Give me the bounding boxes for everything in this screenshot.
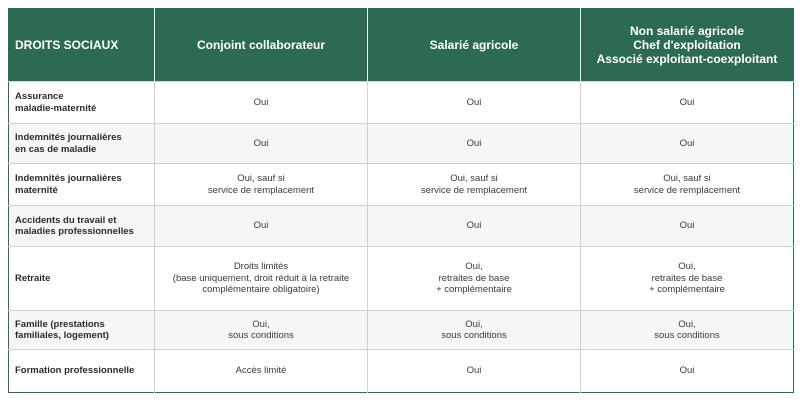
cell-line: Oui, <box>465 261 483 273</box>
header-row <box>9 9 794 82</box>
table-header <box>9 9 794 82</box>
cell-line: Oui, <box>678 261 696 273</box>
cell-line: + complémentaire <box>436 284 512 296</box>
row-label-line: Indemnités journalières <box>15 173 122 184</box>
cell-line: Oui <box>253 96 269 108</box>
cell-conjoint <box>155 350 368 393</box>
row-label <box>9 247 155 311</box>
cell-non-salarie <box>581 82 794 124</box>
cell-line: Oui <box>466 96 482 108</box>
row-label <box>9 124 155 164</box>
table-row <box>9 206 794 247</box>
cell-line: service de remplacement <box>420 184 528 196</box>
table-row <box>9 164 794 206</box>
cell-non-salarie <box>581 124 794 164</box>
table-body <box>9 82 794 393</box>
row-label <box>9 164 155 206</box>
cell-conjoint <box>155 82 368 124</box>
cell-line: Oui, sauf si <box>237 173 285 184</box>
social-rights-table <box>8 8 794 393</box>
table-row <box>9 82 794 124</box>
cell-line: Droits limités <box>233 261 289 273</box>
cell-line: sous conditions <box>228 330 294 341</box>
cell-salarie <box>368 82 581 124</box>
cell-line: Oui, sauf si <box>450 173 498 184</box>
table-row <box>9 247 794 311</box>
cell-line: Oui <box>679 365 695 377</box>
row-label-line: maladie-maternité <box>15 102 97 114</box>
row-label-line: maladies professionnelles <box>15 226 134 237</box>
row-label-line: familiales, logement) <box>15 330 109 341</box>
row-label-line: Assurance <box>15 91 64 102</box>
table-row <box>9 350 794 393</box>
cell-line: service de remplacement <box>207 184 315 196</box>
row-label-line: Accidents du travail et <box>15 214 117 226</box>
cell-line: Oui <box>466 137 482 149</box>
cell-line: Oui <box>679 137 695 149</box>
cell-salarie <box>368 247 581 311</box>
cell-line: Oui, <box>465 318 483 330</box>
row-label <box>9 82 155 124</box>
cell-salarie <box>368 124 581 164</box>
header-non-salarie-agricole <box>581 9 794 82</box>
cell-line: + complémentaire <box>649 284 725 296</box>
row-label <box>9 206 155 247</box>
header-salarie-agricole: Salarié agricole <box>368 9 581 82</box>
cell-salarie <box>368 164 581 206</box>
table-row <box>9 311 794 350</box>
cell-line: complémentaire obligatoire) <box>202 284 320 296</box>
header-col4-line1: Non salarié agricole <box>629 24 745 38</box>
cell-conjoint <box>155 247 368 311</box>
cell-conjoint <box>155 206 368 247</box>
row-label-line: Indemnités journalières <box>15 132 122 143</box>
cell-line: Oui <box>253 220 269 232</box>
cell-line: Oui <box>679 96 695 108</box>
header-droits-sociaux: DROITS SOCIAUX <box>9 9 155 82</box>
cell-line: sous conditions <box>654 330 720 341</box>
row-label <box>9 350 155 393</box>
cell-line: sous conditions <box>441 330 507 341</box>
cell-line: service de remplacement <box>633 184 741 196</box>
cell-non-salarie <box>581 206 794 247</box>
header-col4-line3: Associé exploitant-coexploitant <box>596 52 778 66</box>
table-row <box>9 124 794 164</box>
row-label-line: Retraite <box>15 272 51 284</box>
row-label-line: maternité <box>15 184 58 196</box>
cell-line: Oui <box>253 137 269 149</box>
row-label <box>9 311 155 350</box>
header-conjoint-collaborateur: Conjoint collaborateur <box>155 9 368 82</box>
cell-line: retraites de base <box>651 272 723 284</box>
cell-line: Accès limité <box>235 365 287 377</box>
cell-line: Oui <box>466 365 482 377</box>
cell-non-salarie <box>581 350 794 393</box>
cell-non-salarie <box>581 247 794 311</box>
cell-line: Oui, <box>678 318 696 330</box>
social-rights-table-container <box>8 8 793 392</box>
cell-line: Oui <box>679 220 695 232</box>
cell-line: Oui <box>466 220 482 232</box>
cell-salarie <box>368 206 581 247</box>
cell-conjoint <box>155 164 368 206</box>
cell-conjoint <box>155 311 368 350</box>
row-label-line: Famille (prestations <box>15 318 105 330</box>
row-label-line: en cas de maladie <box>15 143 97 155</box>
cell-salarie <box>368 311 581 350</box>
cell-line: Oui, <box>252 318 270 330</box>
row-label-line: Formation professionnelle <box>15 365 135 377</box>
header-col4-line2: Chef d'exploitation <box>633 38 741 52</box>
cell-conjoint <box>155 124 368 164</box>
cell-line: retraites de base <box>438 272 510 284</box>
cell-line: (base uniquement, droit réduit à la retraite <box>172 272 350 284</box>
cell-line: Oui, sauf si <box>663 173 711 184</box>
cell-salarie <box>368 350 581 393</box>
cell-non-salarie <box>581 164 794 206</box>
cell-non-salarie <box>581 311 794 350</box>
